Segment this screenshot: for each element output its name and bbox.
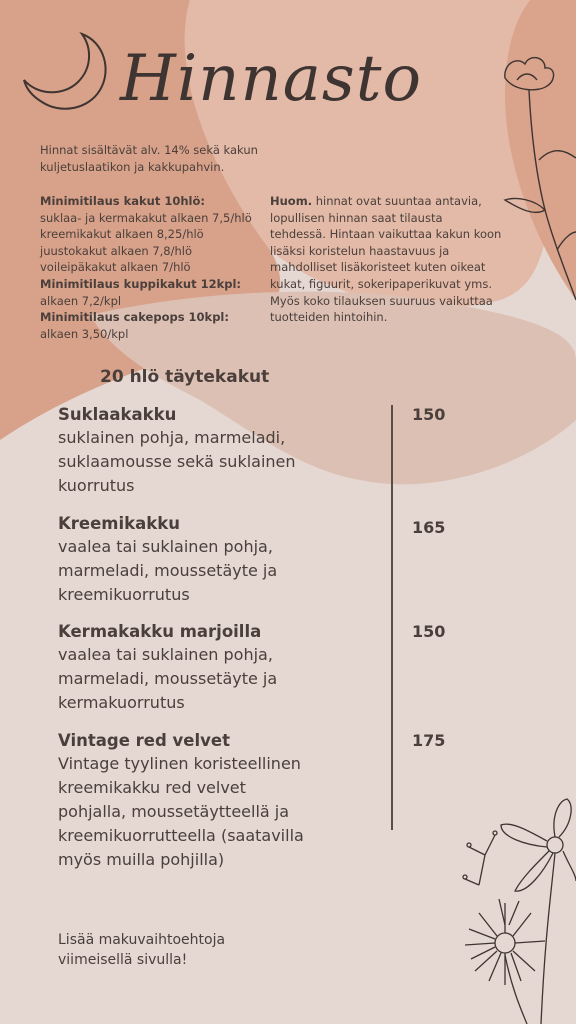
item-name: Kermakakku marjoilla [58,622,262,641]
column-divider [391,405,393,830]
item-name: Suklaakakku [58,405,177,424]
pricing-note [270,193,502,326]
item-price: 150 [412,405,446,424]
info-line: Minimitilaus cakepops 10kpl: [40,310,229,325]
info-line: suklaa- ja kermakakut alkaen 7,5/hlö [40,210,252,225]
item-description: Vintage tyylinen koristeellinen kreemikakku red velvet pohjalla, moussetäytteellä ja kreemikuorrutteella (saatavilla myös muilla pohjilla) [58,754,304,869]
info-line: voileipäkakut alkaen 7/hlö [40,260,191,275]
page-title: Hinnasto [120,42,422,116]
item-price: 165 [412,518,446,537]
menu-item [58,405,318,498]
item-name: Vintage red velvet [58,731,230,750]
intro-text: Hinnat sisältävät alv. 14% sekä kakun kuljetuslaatikon ja kakkupahvin. [40,143,258,174]
item-name: Kreemikakku [58,514,180,533]
footer-note: Lisää makuvaihtoehtoja viimeisellä sivulla! [58,932,226,968]
info-line: kreemikakut alkaen 8,25/hlö [40,227,204,242]
menu-item [58,731,318,872]
line-flower-top-right-icon [495,50,576,310]
line-flowers-bottom-right-icon [455,795,576,1024]
info-line: Minimitilaus kuppikakut 12kpl: [40,276,242,291]
note-lead: Huom. [270,194,313,208]
section-title: 20 hlö täytekakut [100,367,270,387]
info-line: Minimitilaus kakut 10hlö: [40,194,205,208]
order-minimums [40,193,280,342]
menu-item [58,514,298,607]
item-description: vaalea tai suklainen pohja, marmeladi, moussetäyte ja kreemikuorrutus [58,537,278,604]
item-description: vaalea tai suklainen pohja, marmeladi, moussetäyte ja kermakuorrutus [58,645,278,712]
info-line: alkaen 3,50/kpl [40,326,129,341]
item-price: 175 [412,731,446,750]
note-text: hinnat ovat suuntaa antavia, lopullisen hinnan saat tilausta tehdessä. Hintaan vaikuttaa kakun koon lisäksi koristelun haastavuus ja mahdolliset lisäkoristeet kuten oikeat kukat, figuurit, sokeripaperikuvat yms. Myös koko tilauksen suuruus vaikuttaa tuotteiden hintoihin. [270,194,502,325]
item-description: suklainen pohja, marmeladi, suklaamousse sekä suklainen kuorrutus [58,428,296,495]
menu-item [58,622,298,715]
item-price: 150 [412,622,446,641]
info-line: alkaen 7,2/kpl [40,293,122,308]
crescent-moon-icon [22,28,112,118]
info-line: juustokakut alkaen 7,8/hlö [40,243,193,258]
